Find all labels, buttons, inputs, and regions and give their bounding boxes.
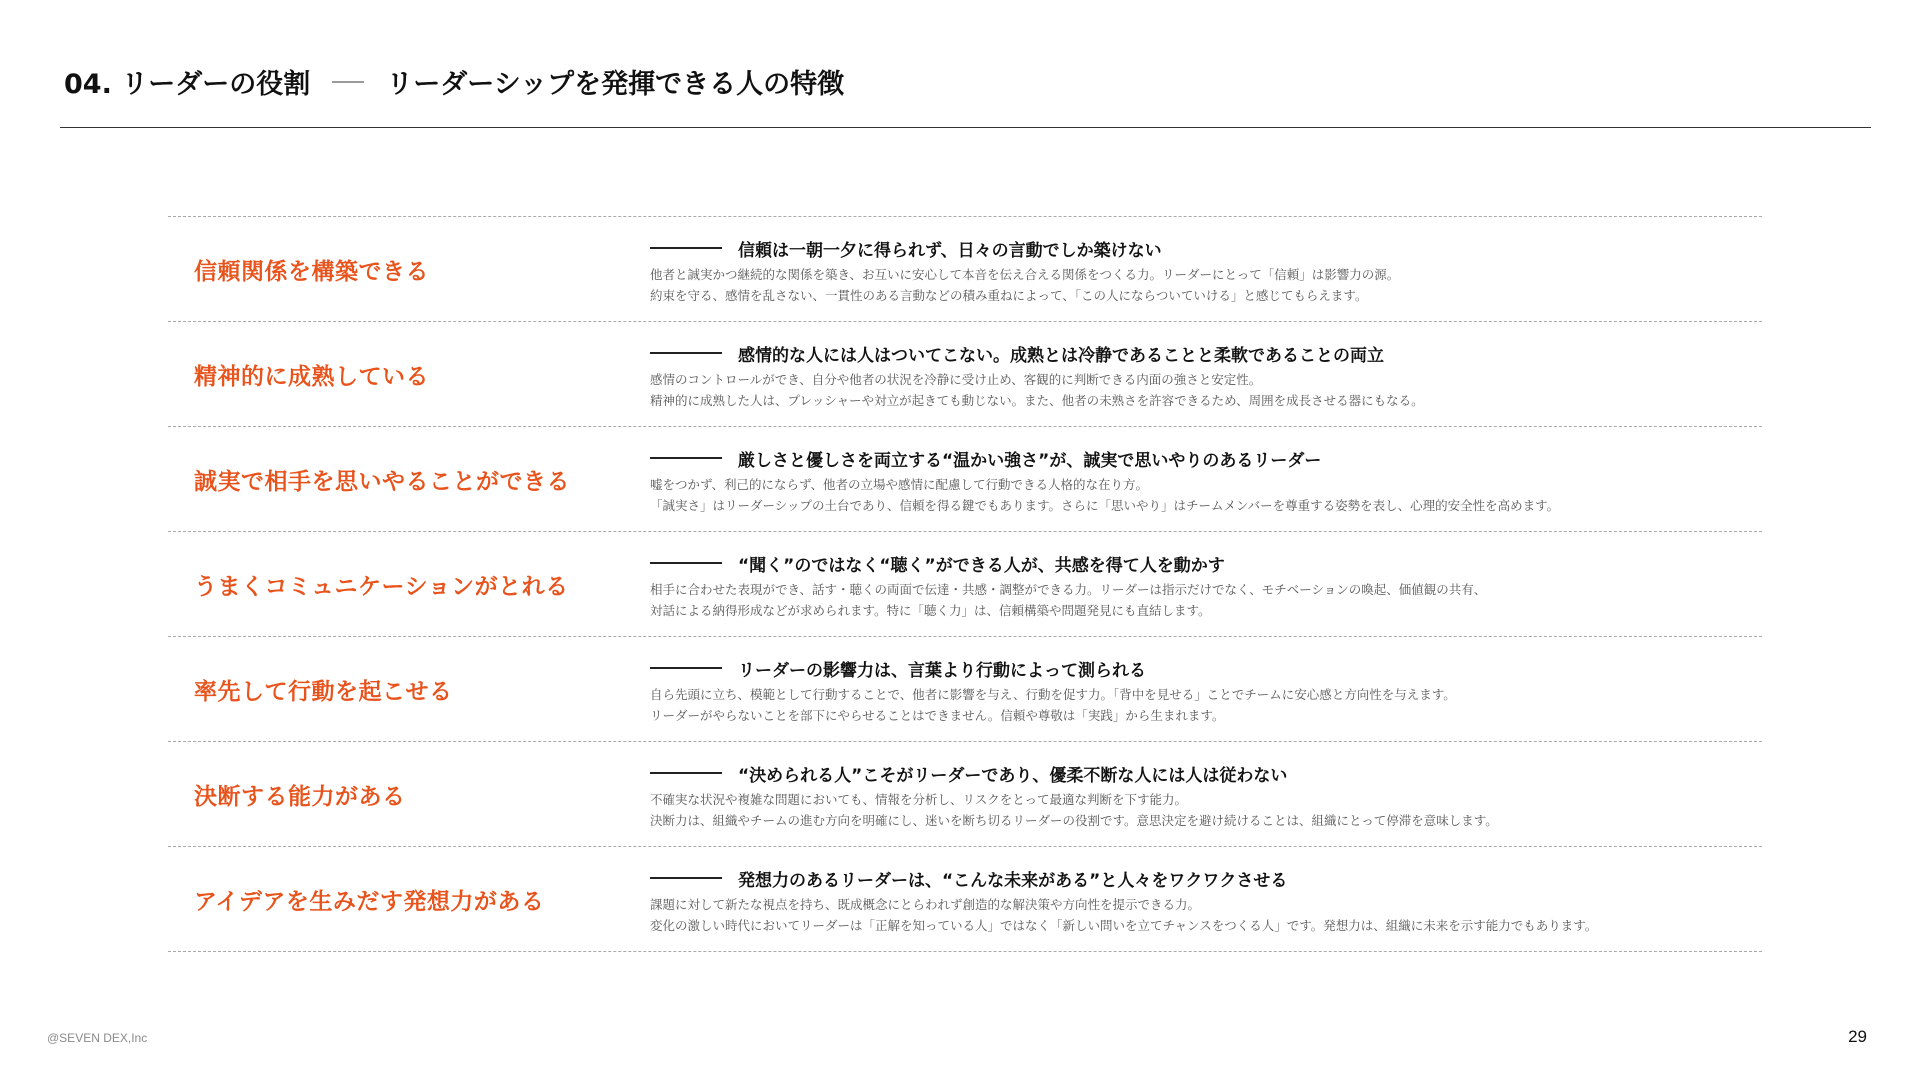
section-label: 04. リーダーの役割	[64, 69, 311, 100]
lead-line	[650, 667, 722, 669]
trait-lead-text: “決められる人”こそがリーダーであり、優柔不断な人には人は従わない	[738, 765, 1288, 786]
trait-desc-line: 課題に対して新たな視点を持ち、既成概念にとらわれず創造的な解決策や方向性を提示できる力。	[650, 897, 1201, 912]
trait-desc-line: 変化の激しい時代においてリーダーは「正解を知っている人」ではなく「新しい問いを立てチャンスをつくる人」です。発想力は、組織に未来を示す能力でもあります。	[650, 918, 1598, 933]
trait-lead	[650, 761, 1750, 785]
page-header	[64, 62, 844, 101]
trait-lead	[650, 341, 1750, 365]
trait-lead	[650, 446, 1750, 470]
page-number: 29	[1848, 1027, 1867, 1046]
trait-desc-line: 対話による納得形成などが求められます。特に「聴く力」は、信頼構築や問題発見にも直結します。	[650, 603, 1211, 618]
trait-title: うまくコミュニケーションがとれる	[194, 573, 569, 600]
copyright-text: @SEVEN DEX,Inc	[47, 1031, 148, 1045]
trait-lead-text: 信頼は一朝一夕に得られず、日々の言動でしか築けない	[738, 240, 1162, 261]
trait-body	[650, 866, 1750, 936]
lead-line	[650, 352, 722, 354]
header-divider	[60, 127, 1871, 128]
trait-lead	[650, 236, 1750, 260]
trait-description	[650, 369, 1750, 411]
trait-lead-text: “聞く”のではなく“聴く”ができる人が、共感を得て人を動かす	[738, 555, 1225, 576]
trait-desc-line: 不確実な状況や複雑な問題においても、情報を分析し、リスクをとって最適な判断を下す能力。	[650, 792, 1188, 807]
lead-line	[650, 562, 722, 564]
trait-desc-line: 感情のコントロールができ、自分や他者の状況を冷静に受け止め、客観的に判断できる内面の強さと安定性。	[650, 372, 1262, 387]
trait-row	[168, 427, 1762, 532]
trait-desc-line: リーダーがやらないことを部下にやらせることはできません。信頼や尊敬は「実践」から生まれます。	[650, 708, 1225, 723]
trait-desc-line: 約束を守る、感情を乱さない、一貫性のある言動などの積み重ねによって、「この人にならついていける」と感じてもらえます。	[650, 288, 1368, 303]
traits-list	[168, 216, 1762, 952]
lead-line	[650, 877, 722, 879]
lead-line	[650, 247, 722, 249]
trait-body	[650, 551, 1750, 621]
trait-desc-line: 「誠実さ」はリーダーシップの土台であり、信頼を得る鍵でもあります。さらに「思いやり」はチームメンバーを尊重する姿勢を表し、心理的安全性を高めます。	[650, 498, 1560, 513]
trait-lead-text: 感情的な人には人はついてこない。成熟とは冷静であることと柔軟であることの両立	[738, 345, 1384, 366]
trait-description	[650, 894, 1750, 936]
trait-description	[650, 684, 1750, 726]
trait-lead	[650, 551, 1750, 575]
trait-lead	[650, 866, 1750, 890]
trait-lead-text: 厳しさと優しさを両立する“温かい強さ”が、誠実で思いやりのあるリーダー	[738, 450, 1322, 471]
trait-body	[650, 761, 1750, 831]
trait-desc-line: 嘘をつかず、利己的にならず、他者の立場や感情に配慮して行動できる人格的な在り方。	[650, 477, 1149, 492]
trait-title: アイデアを生みだす発想力がある	[194, 888, 545, 915]
trait-row	[168, 637, 1762, 742]
lead-line	[650, 457, 722, 459]
trait-title: 信頼関係を構築できる	[194, 258, 429, 285]
lead-line	[650, 772, 722, 774]
trait-title: 決断する能力がある	[194, 783, 406, 810]
trait-row	[168, 742, 1762, 847]
header-dash	[332, 81, 364, 83]
trait-lead-text: リーダーの影響力は、言葉より行動によって測られる	[738, 660, 1146, 681]
trait-desc-line: 自ら先頭に立ち、模範として行動することで、他者に影響を与え、行動を促す力。「背中を見せる」ことでチームに安心感と方向性を与えます。	[650, 687, 1456, 702]
trait-desc-line: 決断力は、組織やチームの進む方向を明確にし、迷いを断ち切るリーダーの役割です。意思決定を避け続けることは、組織にとって停滞を意味します。	[650, 813, 1498, 828]
trait-lead	[650, 656, 1750, 680]
trait-title: 精神的に成熟している	[194, 363, 429, 390]
trait-body	[650, 341, 1750, 411]
trait-body	[650, 446, 1750, 516]
trait-row	[168, 847, 1762, 952]
trait-desc-line: 精神的に成熟した人は、プレッシャーや対立が起きても動じない。また、他者の未熟さを許容できるため、周囲を成長させる器にもなる。	[650, 393, 1424, 408]
trait-desc-line: 相手に合わせた表現ができ、話す・聴くの両面で伝達・共感・調整ができる力。リーダーは指示だけでなく、モチベーションの喚起、価値観の共有、	[650, 582, 1487, 597]
trait-description	[650, 789, 1750, 831]
trait-title: 誠実で相手を思いやることができる	[194, 468, 570, 495]
trait-title: 率先して行動を起こせる	[194, 678, 453, 705]
trait-description	[650, 579, 1750, 621]
trait-row	[168, 217, 1762, 322]
trait-row	[168, 532, 1762, 637]
trait-description	[650, 474, 1750, 516]
trait-body	[650, 656, 1750, 726]
trait-row	[168, 322, 1762, 427]
trait-description	[650, 264, 1750, 306]
trait-body	[650, 236, 1750, 306]
page-title: リーダーシップを発揮できる人の特徴	[386, 69, 845, 100]
trait-lead-text: 発想力のあるリーダーは、“こんな未来がある”と人々をワクワクさせる	[738, 870, 1288, 891]
trait-desc-line: 他者と誠実かつ継続的な関係を築き、お互いに安心して本音を伝え合える関係をつくる力。リーダーにとって「信頼」は影響力の源。	[650, 267, 1400, 282]
